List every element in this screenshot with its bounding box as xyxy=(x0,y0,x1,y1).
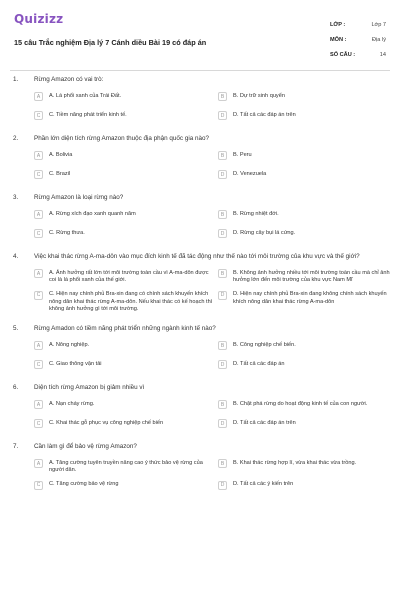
meta-label: SỐ CÂU : xyxy=(330,52,356,58)
question-text: Rừng Amadon có tiềm năng phát triển những ngành kinh tế nào? xyxy=(34,325,216,333)
option-letter-box: D xyxy=(218,481,227,490)
option-text: B. Chặt phá rừng do hoạt động kinh tế của con người. xyxy=(233,400,368,407)
question-number: 5. xyxy=(13,325,19,333)
option-text: B. Công nghiệp chế biến. xyxy=(233,341,296,348)
answer-option[interactable] xyxy=(218,110,398,123)
option-letter-box: D xyxy=(218,419,227,428)
answer-options xyxy=(34,91,390,123)
answer-option[interactable] xyxy=(218,268,398,284)
option-text: D. Tất cả các ý kiến trên xyxy=(233,481,294,488)
option-letter-box: C xyxy=(34,291,43,300)
option-text: D. Venezuela xyxy=(233,170,267,177)
option-text: A. Lá phổi xanh của Trái Đất. xyxy=(49,92,122,99)
option-text: D. Hiện nay chính phủ Bra-xin đang không chính sách khuyến khích nông dân khai thác rừng A-ma-dôn xyxy=(233,291,387,305)
option-letter-box: C xyxy=(34,170,43,179)
question-text: Việc khai thác rừng A-ma-dôn vào mục đích kinh tế đã tác động như thế nào tới môi trường của khu vực và thế giới? xyxy=(34,253,360,260)
option-text: B. Rừng nhiệt đới. xyxy=(233,210,279,217)
worksheet-title: 15 câu Trắc nghiệm Địa lý 7 Cánh diều Bài 19 có đáp án xyxy=(14,38,207,47)
option-letter-box: B xyxy=(218,269,227,278)
meta-label: MÔN : xyxy=(330,37,347,43)
meta-label: LỚP : xyxy=(330,22,346,28)
option-letter-box: D xyxy=(218,111,227,120)
option-letter-box: B xyxy=(218,210,227,219)
answer-option[interactable] xyxy=(34,110,214,123)
option-text: B. Khai thác rừng hợp lí, vừa khai thác vừa trồng. xyxy=(233,459,357,466)
question-text: Diện tích rừng Amazon bị giảm nhiều vì xyxy=(34,384,145,392)
option-text: D. Rừng cây bụi lá cứng. xyxy=(233,229,296,236)
answer-option[interactable] xyxy=(218,480,398,493)
option-letter-box: A xyxy=(34,210,43,219)
question-number: 2. xyxy=(13,135,19,142)
answer-options xyxy=(34,209,390,241)
answer-option[interactable] xyxy=(218,458,398,474)
question-number: 4. xyxy=(13,253,19,260)
option-letter-box: A xyxy=(34,341,43,350)
meta-value: Lớp 7 xyxy=(371,22,386,28)
question-item xyxy=(10,135,390,182)
answer-option[interactable] xyxy=(218,91,398,104)
option-text: A. Rừng xích đạo xanh quanh năm xyxy=(49,210,136,217)
option-letter-box: B xyxy=(218,459,227,468)
question-header xyxy=(10,325,390,333)
answer-option[interactable] xyxy=(34,359,214,372)
option-letter-box: A xyxy=(34,92,43,101)
question-number: 6. xyxy=(13,384,19,392)
answer-option[interactable] xyxy=(34,91,214,104)
answer-option[interactable] xyxy=(34,480,214,493)
option-letter-box: B xyxy=(218,400,227,409)
answer-option[interactable] xyxy=(34,228,214,241)
option-letter-box: D xyxy=(218,360,227,369)
answer-options xyxy=(34,268,390,313)
answer-option[interactable] xyxy=(218,399,398,412)
question-number: 7. xyxy=(13,443,19,451)
question-item xyxy=(10,325,390,372)
question-item xyxy=(10,253,390,313)
question-number: 1. xyxy=(13,76,19,83)
option-text: A. Nông nghiệp. xyxy=(49,341,90,348)
option-letter-box: A xyxy=(34,269,43,278)
option-text: C. Khai thác gỗ phục vụ công nghiệp chế biến xyxy=(49,419,164,426)
answer-option[interactable] xyxy=(218,228,398,241)
question-item xyxy=(10,384,390,431)
answer-option[interactable] xyxy=(34,209,214,222)
meta-row-count xyxy=(330,52,386,67)
answer-option[interactable] xyxy=(34,458,214,474)
option-letter-box: B xyxy=(218,92,227,101)
question-text: Rừng Amazon có vai trò: xyxy=(34,76,104,83)
meta-info xyxy=(330,22,386,67)
quizizz-logo: Quizizz xyxy=(14,12,64,26)
option-text: B. Peru xyxy=(233,151,252,158)
answer-option[interactable] xyxy=(218,150,398,163)
option-letter-box: B xyxy=(218,341,227,350)
meta-value: Địa lý xyxy=(372,37,386,43)
question-header xyxy=(10,384,390,392)
answer-option[interactable] xyxy=(218,418,398,431)
option-text: C. Tiềm năng phát triển kinh tế. xyxy=(49,111,127,118)
option-letter-box: B xyxy=(218,151,227,160)
question-header xyxy=(10,194,390,202)
option-letter-box: D xyxy=(218,229,227,238)
option-letter-box: C xyxy=(34,481,43,490)
option-letter-box: C xyxy=(34,111,43,120)
question-header xyxy=(10,135,390,143)
question-item xyxy=(10,443,390,493)
answer-option[interactable] xyxy=(34,169,214,182)
option-text: B. Dự trữ sinh quyển xyxy=(233,92,285,99)
answer-option[interactable] xyxy=(34,150,214,163)
option-text: C. Hiện nay chính phủ Bra-xin đang có chính sách khuyến khích nông dân khai thác rừng A-ma-dôn. Nếu khai thác có kế hoạch thì không ảnh hưởng gì tới môi trường. xyxy=(49,291,213,312)
answer-option[interactable] xyxy=(34,290,214,313)
answer-options xyxy=(34,399,390,431)
answer-option[interactable] xyxy=(34,399,214,412)
option-text: C. Rừng thưa. xyxy=(49,229,85,236)
question-text: Rừng Amazon là loại rừng nào? xyxy=(34,194,124,201)
meta-row-subject xyxy=(330,37,386,52)
option-letter-box: A xyxy=(34,459,43,468)
answer-option[interactable] xyxy=(34,418,214,431)
question-item xyxy=(10,194,390,241)
answer-options xyxy=(34,458,390,493)
option-letter-box: A xyxy=(34,151,43,160)
answer-option[interactable] xyxy=(218,340,398,353)
question-header xyxy=(10,253,390,261)
option-letter-box: C xyxy=(34,419,43,428)
option-text: A. Tăng cường tuyên truyền nâng cao ý thức bảo vệ rừng của người dân. xyxy=(49,459,203,473)
answer-option[interactable] xyxy=(218,290,398,313)
option-text: D. Tất cả các đáp án xyxy=(233,360,285,367)
answer-option[interactable] xyxy=(218,209,398,222)
answer-option[interactable] xyxy=(218,169,398,182)
meta-row-class xyxy=(330,22,386,37)
question-list xyxy=(10,76,390,505)
question-header xyxy=(10,76,390,84)
answer-option[interactable] xyxy=(34,340,214,353)
option-letter-box: D xyxy=(218,291,227,300)
option-text: A. Ảnh hưởng rất lớn tới môi trường toàn cầu vì A-ma-dôn được coi là lá phổi xanh của thế giới. xyxy=(49,269,209,283)
option-text: C. Giao thông vận tải xyxy=(49,360,102,367)
option-text: C. Brazil xyxy=(49,170,71,177)
header-divider xyxy=(10,70,390,71)
question-item xyxy=(10,76,390,123)
question-header xyxy=(10,443,390,451)
header xyxy=(14,10,386,62)
question-text: Cần làm gì để bảo vệ rừng Amazon? xyxy=(34,443,137,451)
option-text: A. Bolivia xyxy=(49,151,73,158)
answer-options xyxy=(34,150,390,182)
option-letter-box: D xyxy=(218,170,227,179)
option-text: B. Không ảnh hưởng nhiều tới môi trường toàn cầu mà chỉ ảnh hưởng lớn đến môi trường của khu vực Nam Mĩ xyxy=(233,269,390,283)
option-text: C. Tăng cường bảo vệ rừng xyxy=(49,481,119,488)
option-letter-box: C xyxy=(34,229,43,238)
option-text: D. Tất cả các đáp án trên xyxy=(233,419,296,426)
answer-option[interactable] xyxy=(218,359,398,372)
question-number: 3. xyxy=(13,194,19,201)
answer-options xyxy=(34,340,390,372)
meta-value: 14 xyxy=(379,52,386,58)
option-text: A. Nạn cháy rừng. xyxy=(49,400,95,407)
answer-option[interactable] xyxy=(34,268,214,284)
question-text: Phần lớn diện tích rừng Amazon thuộc địa phận quốc gia nào? xyxy=(34,135,209,142)
option-letter-box: C xyxy=(34,360,43,369)
option-letter-box: A xyxy=(34,400,43,409)
option-text: D. Tất cả các đáp án trên xyxy=(233,111,296,118)
